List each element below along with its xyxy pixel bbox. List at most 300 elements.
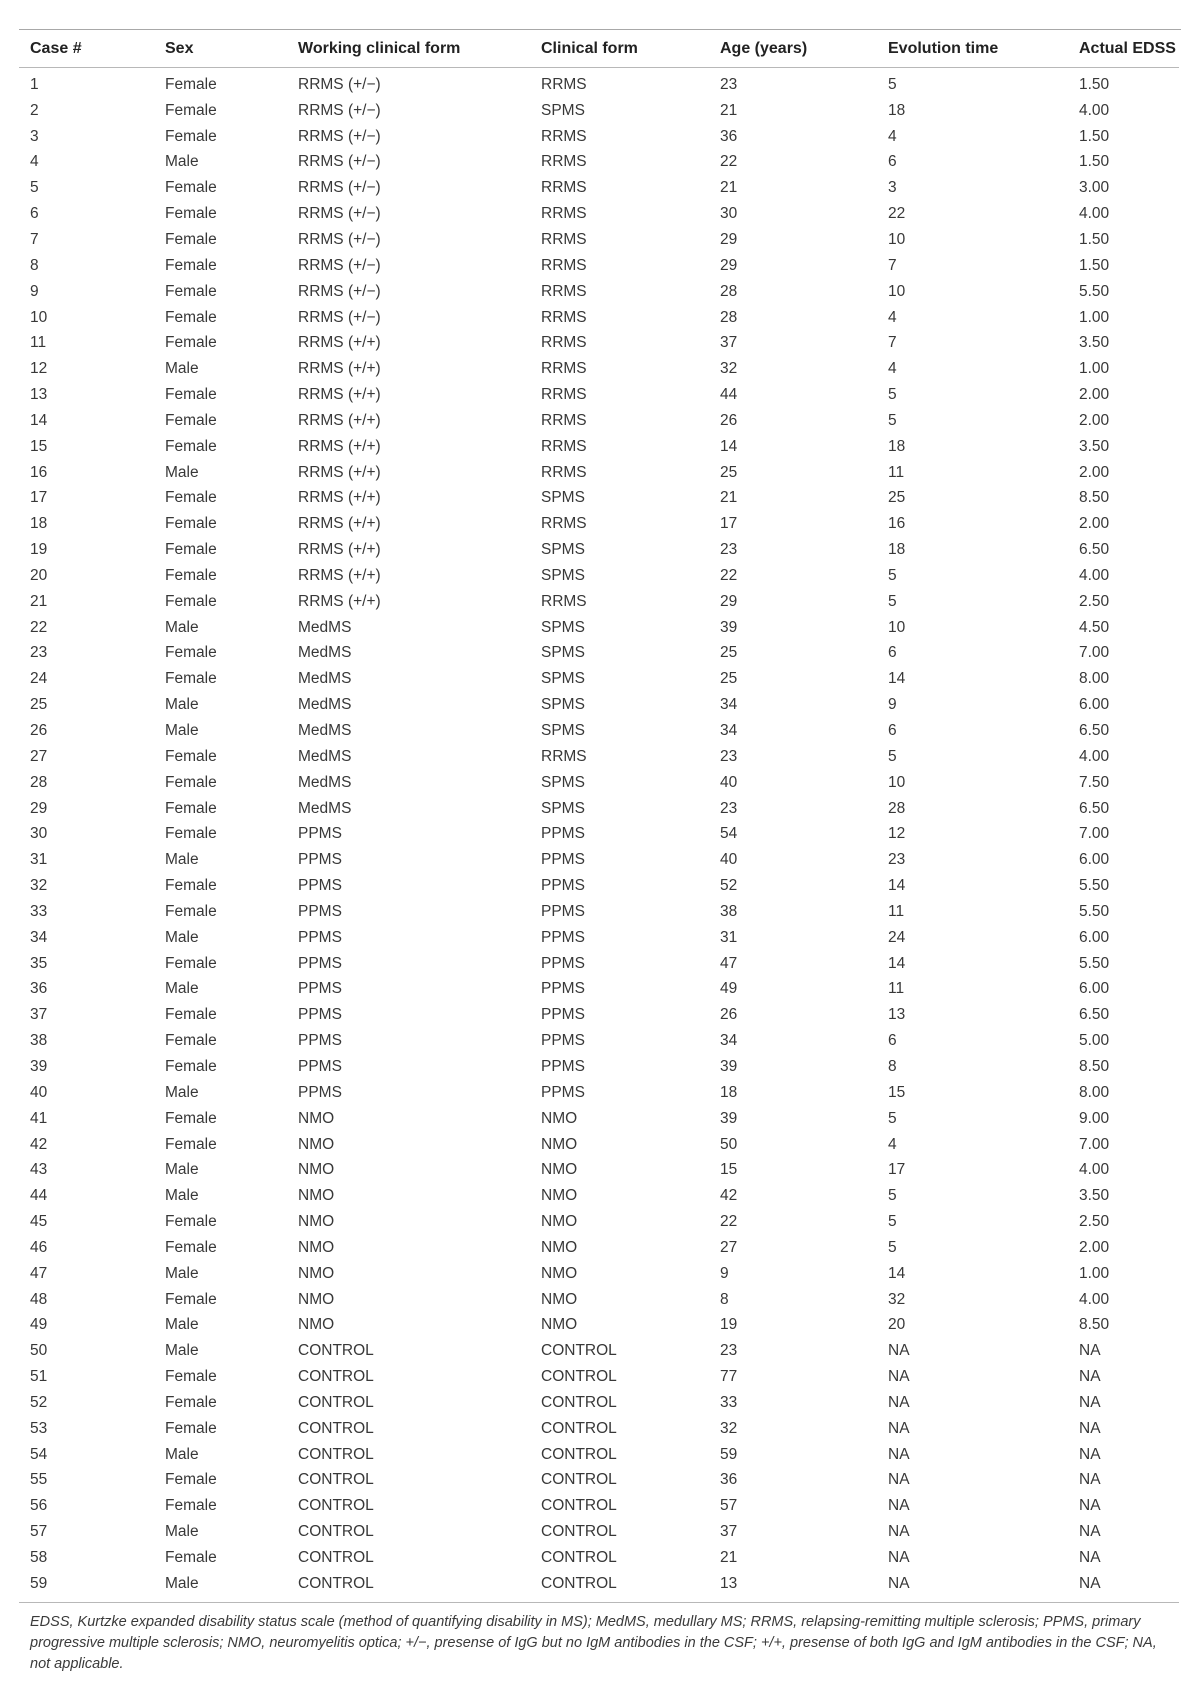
cell-clinical-form: PPMS bbox=[541, 851, 585, 869]
cell-clinical-form: RRMS bbox=[541, 308, 587, 326]
cell-clinical-form: RRMS bbox=[541, 153, 587, 171]
cell-sex: Female bbox=[165, 334, 217, 352]
cell-actual-edss: 1.00 bbox=[1079, 360, 1110, 378]
table-row bbox=[19, 899, 1179, 925]
cell-actual-edss: 8.50 bbox=[1079, 1057, 1110, 1075]
cell-sex: Female bbox=[165, 1368, 217, 1386]
cell-age: 21 bbox=[720, 1549, 738, 1567]
cell-age: 28 bbox=[720, 282, 738, 300]
cell-evolution-time: 14 bbox=[888, 1264, 906, 1282]
cell-age: 22 bbox=[720, 566, 738, 584]
cell-sex: Male bbox=[165, 1187, 199, 1205]
cell-case: 48 bbox=[30, 1290, 48, 1308]
cell-evolution-time: NA bbox=[888, 1342, 910, 1360]
cell-sex: Male bbox=[165, 928, 199, 946]
cell-age: 37 bbox=[720, 334, 738, 352]
table-footnote: EDSS, Kurtzke expanded disability status scale (method of quantifying disability in MS); MedMS, medullary MS; RRMS, relapsing-remitting multiple sclerosis; PPMS, primary progressive multiple sclerosis; NMO, neuromyelitis optica; +/−, presense of IgG but no IgM antibodies in the CSF; +/+, presense of both IgG and IgM antibodies in the CSF; NA, not applicable. bbox=[30, 1613, 1157, 1672]
cell-sex: Male bbox=[165, 1316, 199, 1334]
cell-working-clinical-form: PPMS bbox=[298, 1083, 342, 1101]
cell-evolution-time: 3 bbox=[888, 179, 897, 197]
cell-age: 77 bbox=[720, 1368, 738, 1386]
cell-clinical-form: SPMS bbox=[541, 799, 585, 817]
cell-clinical-form: CONTROL bbox=[541, 1368, 617, 1386]
cell-case: 6 bbox=[30, 205, 39, 223]
cell-clinical-form: RRMS bbox=[541, 256, 587, 274]
cell-actual-edss: 2.00 bbox=[1079, 463, 1110, 481]
cell-working-clinical-form: MedMS bbox=[298, 773, 352, 791]
cell-clinical-form: SPMS bbox=[541, 773, 585, 791]
cell-sex: Female bbox=[165, 799, 217, 817]
cell-working-clinical-form: RRMS (+/−) bbox=[298, 101, 381, 119]
cell-evolution-time: 10 bbox=[888, 618, 906, 636]
cell-evolution-time: NA bbox=[888, 1419, 910, 1437]
cell-sex: Female bbox=[165, 566, 217, 584]
cell-working-clinical-form: RRMS (+/−) bbox=[298, 75, 381, 93]
table-row bbox=[19, 1338, 1179, 1364]
cell-actual-edss: 3.50 bbox=[1079, 1187, 1110, 1205]
header-clinical-form: Clinical form bbox=[530, 30, 709, 68]
cell-actual-edss: 1.50 bbox=[1079, 75, 1110, 93]
cell-actual-edss: 1.50 bbox=[1079, 230, 1110, 248]
cell-sex: Male bbox=[165, 1445, 199, 1463]
cell-actual-edss: NA bbox=[1079, 1497, 1101, 1515]
table-row bbox=[19, 253, 1179, 279]
cell-evolution-time: NA bbox=[888, 1393, 910, 1411]
table-row bbox=[19, 1106, 1179, 1132]
table-row bbox=[19, 1313, 1179, 1339]
cell-case: 59 bbox=[30, 1574, 48, 1592]
cell-actual-edss: 3.50 bbox=[1079, 437, 1110, 455]
cell-actual-edss: 1.50 bbox=[1079, 153, 1110, 171]
table-row bbox=[19, 356, 1179, 382]
cell-age: 23 bbox=[720, 75, 738, 93]
cell-age: 23 bbox=[720, 799, 738, 817]
cell-actual-edss: NA bbox=[1079, 1471, 1101, 1489]
cell-working-clinical-form: PPMS bbox=[298, 1057, 342, 1075]
cell-age: 47 bbox=[720, 954, 738, 972]
cell-evolution-time: NA bbox=[888, 1497, 910, 1515]
cell-age: 17 bbox=[720, 515, 738, 533]
cell-case: 34 bbox=[30, 928, 48, 946]
cell-sex: Male bbox=[165, 618, 199, 636]
cell-working-clinical-form: MedMS bbox=[298, 696, 352, 714]
cell-working-clinical-form: NMO bbox=[298, 1290, 335, 1308]
table-row bbox=[19, 563, 1179, 589]
cell-age: 14 bbox=[720, 437, 738, 455]
cell-case: 3 bbox=[30, 127, 39, 145]
cell-case: 7 bbox=[30, 230, 39, 248]
cell-age: 39 bbox=[720, 1057, 738, 1075]
cell-actual-edss: NA bbox=[1079, 1574, 1101, 1592]
cell-evolution-time: NA bbox=[888, 1523, 910, 1541]
cell-working-clinical-form: PPMS bbox=[298, 1032, 342, 1050]
cell-actual-edss: 8.00 bbox=[1079, 1083, 1110, 1101]
table-row bbox=[19, 1261, 1179, 1287]
cell-age: 9 bbox=[720, 1264, 729, 1282]
cell-age: 15 bbox=[720, 1161, 738, 1179]
table-row bbox=[19, 1235, 1179, 1261]
table-row bbox=[19, 589, 1179, 615]
cell-sex: Female bbox=[165, 1419, 217, 1437]
cell-clinical-form: RRMS bbox=[541, 334, 587, 352]
cell-case: 40 bbox=[30, 1083, 48, 1101]
cell-case: 38 bbox=[30, 1032, 48, 1050]
cell-evolution-time: 4 bbox=[888, 127, 897, 145]
table-row bbox=[19, 434, 1179, 460]
cell-sex: Female bbox=[165, 1032, 217, 1050]
cell-age: 31 bbox=[720, 928, 738, 946]
cell-evolution-time: 7 bbox=[888, 256, 897, 274]
cell-case: 46 bbox=[30, 1238, 48, 1256]
cell-evolution-time: 25 bbox=[888, 489, 906, 507]
cell-actual-edss: 4.50 bbox=[1079, 618, 1110, 636]
cell-evolution-time: 5 bbox=[888, 1109, 897, 1127]
cell-actual-edss: 4.00 bbox=[1079, 1290, 1110, 1308]
cell-working-clinical-form: NMO bbox=[298, 1238, 335, 1256]
cell-sex: Male bbox=[165, 1264, 199, 1282]
cell-case: 23 bbox=[30, 644, 48, 662]
cell-clinical-form: SPMS bbox=[541, 644, 585, 662]
table-row bbox=[19, 666, 1179, 692]
cell-clinical-form: RRMS bbox=[541, 230, 587, 248]
cell-case: 32 bbox=[30, 877, 48, 895]
cell-case: 49 bbox=[30, 1316, 48, 1334]
cell-evolution-time: 5 bbox=[888, 75, 897, 93]
cell-age: 29 bbox=[720, 230, 738, 248]
cell-sex: Female bbox=[165, 1238, 217, 1256]
cell-actual-edss: 2.50 bbox=[1079, 1213, 1110, 1231]
cell-age: 22 bbox=[720, 1213, 738, 1231]
cell-actual-edss: 4.00 bbox=[1079, 566, 1110, 584]
cell-case: 41 bbox=[30, 1109, 48, 1127]
cell-age: 40 bbox=[720, 851, 738, 869]
cell-age: 57 bbox=[720, 1497, 738, 1515]
cell-evolution-time: NA bbox=[888, 1471, 910, 1489]
cell-age: 29 bbox=[720, 592, 738, 610]
table-row bbox=[19, 382, 1179, 408]
cell-actual-edss: 5.00 bbox=[1079, 1032, 1110, 1050]
cell-working-clinical-form: CONTROL bbox=[298, 1471, 374, 1489]
cell-sex: Female bbox=[165, 1471, 217, 1489]
cell-case: 22 bbox=[30, 618, 48, 636]
cell-clinical-form: NMO bbox=[541, 1238, 578, 1256]
cell-clinical-form: RRMS bbox=[541, 592, 587, 610]
cell-actual-edss: 8.50 bbox=[1079, 1316, 1110, 1334]
header-actual-edss: Actual EDSS bbox=[1068, 30, 1179, 68]
table-row bbox=[19, 1209, 1179, 1235]
cell-actual-edss: NA bbox=[1079, 1523, 1101, 1541]
cell-clinical-form: CONTROL bbox=[541, 1445, 617, 1463]
cell-clinical-form: CONTROL bbox=[541, 1574, 617, 1592]
cell-evolution-time: 16 bbox=[888, 515, 906, 533]
table-row bbox=[19, 1416, 1179, 1442]
header-row bbox=[19, 30, 1179, 68]
cell-clinical-form: PPMS bbox=[541, 1032, 585, 1050]
cell-actual-edss: 9.00 bbox=[1079, 1109, 1110, 1127]
cell-sex: Female bbox=[165, 489, 217, 507]
cell-case: 37 bbox=[30, 1006, 48, 1024]
cell-clinical-form: NMO bbox=[541, 1161, 578, 1179]
cell-clinical-form: CONTROL bbox=[541, 1342, 617, 1360]
cell-sex: Male bbox=[165, 1523, 199, 1541]
cell-evolution-time: 10 bbox=[888, 773, 906, 791]
cell-actual-edss: 6.50 bbox=[1079, 722, 1110, 740]
cell-evolution-time: NA bbox=[888, 1549, 910, 1567]
table-row bbox=[19, 486, 1179, 512]
cell-case: 5 bbox=[30, 179, 39, 197]
cell-actual-edss: 6.00 bbox=[1079, 928, 1110, 946]
cell-clinical-form: CONTROL bbox=[541, 1497, 617, 1515]
cell-working-clinical-form: MedMS bbox=[298, 644, 352, 662]
cell-age: 30 bbox=[720, 205, 738, 223]
cell-sex: Female bbox=[165, 1213, 217, 1231]
cell-sex: Female bbox=[165, 1135, 217, 1153]
cell-sex: Female bbox=[165, 205, 217, 223]
cell-clinical-form: RRMS bbox=[541, 747, 587, 765]
cell-actual-edss: NA bbox=[1079, 1445, 1101, 1463]
cell-age: 22 bbox=[720, 153, 738, 171]
table-row bbox=[19, 1002, 1179, 1028]
cell-sex: Female bbox=[165, 773, 217, 791]
cell-age: 39 bbox=[720, 618, 738, 636]
cell-clinical-form: RRMS bbox=[541, 179, 587, 197]
cell-case: 50 bbox=[30, 1342, 48, 1360]
cell-evolution-time: 24 bbox=[888, 928, 906, 946]
cell-evolution-time: 5 bbox=[888, 1213, 897, 1231]
table-row bbox=[19, 821, 1179, 847]
cell-clinical-form: RRMS bbox=[541, 360, 587, 378]
cell-age: 23 bbox=[720, 747, 738, 765]
cell-evolution-time: 32 bbox=[888, 1290, 906, 1308]
cell-clinical-form: PPMS bbox=[541, 877, 585, 895]
cell-evolution-time: 13 bbox=[888, 1006, 906, 1024]
cell-working-clinical-form: RRMS (+/+) bbox=[298, 541, 381, 559]
cell-actual-edss: 8.00 bbox=[1079, 670, 1110, 688]
cell-working-clinical-form: RRMS (+/−) bbox=[298, 179, 381, 197]
cell-sex: Male bbox=[165, 722, 199, 740]
cell-case: 18 bbox=[30, 515, 48, 533]
cell-case: 11 bbox=[30, 334, 47, 352]
table-header bbox=[19, 30, 1179, 68]
table-row bbox=[19, 537, 1179, 563]
cell-age: 33 bbox=[720, 1393, 738, 1411]
cell-case: 20 bbox=[30, 566, 48, 584]
table-row bbox=[19, 330, 1179, 356]
cell-age: 13 bbox=[720, 1574, 738, 1592]
cell-working-clinical-form: RRMS (+/+) bbox=[298, 489, 381, 507]
cell-clinical-form: RRMS bbox=[541, 437, 587, 455]
cell-case: 10 bbox=[30, 308, 48, 326]
cell-case: 36 bbox=[30, 980, 48, 998]
cell-working-clinical-form: RRMS (+/+) bbox=[298, 566, 381, 584]
cell-working-clinical-form: CONTROL bbox=[298, 1523, 374, 1541]
cell-age: 54 bbox=[720, 825, 738, 843]
table-row bbox=[19, 1364, 1179, 1390]
cell-sex: Male bbox=[165, 1161, 199, 1179]
table-row bbox=[19, 150, 1179, 176]
cell-working-clinical-form: NMO bbox=[298, 1161, 335, 1179]
cell-working-clinical-form: PPMS bbox=[298, 825, 342, 843]
cell-sex: Male bbox=[165, 696, 199, 714]
cell-age: 28 bbox=[720, 308, 738, 326]
cell-age: 34 bbox=[720, 696, 738, 714]
cell-actual-edss: 8.50 bbox=[1079, 489, 1110, 507]
table-row bbox=[19, 951, 1179, 977]
cell-sex: Female bbox=[165, 954, 217, 972]
cell-evolution-time: 7 bbox=[888, 334, 897, 352]
cell-working-clinical-form: RRMS (+/+) bbox=[298, 463, 381, 481]
cell-actual-edss: 4.00 bbox=[1079, 747, 1110, 765]
cell-working-clinical-form: PPMS bbox=[298, 928, 342, 946]
cell-age: 21 bbox=[720, 179, 738, 197]
table-row bbox=[19, 124, 1179, 150]
cell-age: 38 bbox=[720, 902, 738, 920]
cell-case: 12 bbox=[30, 360, 48, 378]
cell-clinical-form: RRMS bbox=[541, 515, 587, 533]
cell-sex: Female bbox=[165, 877, 217, 895]
cell-working-clinical-form: RRMS (+/−) bbox=[298, 230, 381, 248]
table-row bbox=[19, 1493, 1179, 1519]
cell-sex: Female bbox=[165, 1290, 217, 1308]
cell-sex: Male bbox=[165, 1574, 199, 1592]
cell-evolution-time: 5 bbox=[888, 411, 897, 429]
cell-clinical-form: RRMS bbox=[541, 386, 587, 404]
cell-clinical-form: NMO bbox=[541, 1213, 578, 1231]
cell-case: 4 bbox=[30, 153, 39, 171]
table-row bbox=[19, 796, 1179, 822]
table-row bbox=[19, 1571, 1179, 1597]
cell-sex: Male bbox=[165, 1342, 199, 1360]
cell-clinical-form: SPMS bbox=[541, 541, 585, 559]
cell-evolution-time: 20 bbox=[888, 1316, 906, 1334]
cell-working-clinical-form: CONTROL bbox=[298, 1419, 374, 1437]
cell-case: 16 bbox=[30, 463, 48, 481]
cell-working-clinical-form: CONTROL bbox=[298, 1497, 374, 1515]
cell-case: 39 bbox=[30, 1057, 48, 1075]
cell-age: 18 bbox=[720, 1083, 738, 1101]
cell-evolution-time: 9 bbox=[888, 696, 897, 714]
cell-actual-edss: NA bbox=[1079, 1419, 1101, 1437]
cell-sex: Female bbox=[165, 411, 217, 429]
cell-clinical-form: RRMS bbox=[541, 463, 587, 481]
cell-working-clinical-form: RRMS (+/+) bbox=[298, 334, 381, 352]
cell-age: 44 bbox=[720, 386, 738, 404]
cell-evolution-time: 5 bbox=[888, 566, 897, 584]
cell-case: 26 bbox=[30, 722, 48, 740]
cell-working-clinical-form: RRMS (+/−) bbox=[298, 205, 381, 223]
cell-actual-edss: 2.00 bbox=[1079, 1238, 1110, 1256]
cell-evolution-time: 17 bbox=[888, 1161, 906, 1179]
cell-evolution-time: 12 bbox=[888, 825, 906, 843]
cell-clinical-form: CONTROL bbox=[541, 1523, 617, 1541]
cell-sex: Female bbox=[165, 127, 217, 145]
cell-evolution-time: 28 bbox=[888, 799, 906, 817]
cell-actual-edss: 3.00 bbox=[1079, 179, 1110, 197]
cell-working-clinical-form: MedMS bbox=[298, 722, 352, 740]
cell-clinical-form: NMO bbox=[541, 1316, 578, 1334]
cell-working-clinical-form: NMO bbox=[298, 1135, 335, 1153]
cell-clinical-form: RRMS bbox=[541, 205, 587, 223]
table-row bbox=[19, 98, 1179, 124]
cell-clinical-form: PPMS bbox=[541, 1057, 585, 1075]
cell-actual-edss: 6.50 bbox=[1079, 799, 1110, 817]
cell-actual-edss: 4.00 bbox=[1079, 205, 1110, 223]
cell-case: 31 bbox=[30, 851, 48, 869]
cell-working-clinical-form: NMO bbox=[298, 1316, 335, 1334]
cell-case: 13 bbox=[30, 386, 48, 404]
cell-clinical-form: PPMS bbox=[541, 1083, 585, 1101]
cell-sex: Female bbox=[165, 1057, 217, 1075]
cell-actual-edss: 1.50 bbox=[1079, 127, 1110, 145]
cell-evolution-time: 14 bbox=[888, 954, 906, 972]
cell-evolution-time: 6 bbox=[888, 1032, 897, 1050]
cell-actual-edss: 2.00 bbox=[1079, 515, 1110, 533]
cell-case: 43 bbox=[30, 1161, 48, 1179]
cell-age: 39 bbox=[720, 1109, 738, 1127]
cell-clinical-form: NMO bbox=[541, 1264, 578, 1282]
cell-evolution-time: 10 bbox=[888, 282, 906, 300]
cell-evolution-time: 15 bbox=[888, 1083, 906, 1101]
cell-case: 56 bbox=[30, 1497, 48, 1515]
cell-working-clinical-form: RRMS (+/+) bbox=[298, 592, 381, 610]
cell-working-clinical-form: RRMS (+/−) bbox=[298, 308, 381, 326]
cell-actual-edss: 6.00 bbox=[1079, 980, 1110, 998]
cell-age: 8 bbox=[720, 1290, 729, 1308]
table-row bbox=[19, 1442, 1179, 1468]
cell-age: 59 bbox=[720, 1445, 738, 1463]
cell-evolution-time: 5 bbox=[888, 386, 897, 404]
cell-actual-edss: 5.50 bbox=[1079, 902, 1110, 920]
cell-age: 34 bbox=[720, 722, 738, 740]
cell-clinical-form: CONTROL bbox=[541, 1419, 617, 1437]
table-row bbox=[19, 847, 1179, 873]
table-row bbox=[19, 68, 1179, 98]
cell-actual-edss: 5.50 bbox=[1079, 282, 1110, 300]
cell-evolution-time: 5 bbox=[888, 592, 897, 610]
cell-case: 42 bbox=[30, 1135, 48, 1153]
cell-evolution-time: 18 bbox=[888, 101, 906, 119]
cell-working-clinical-form: RRMS (+/−) bbox=[298, 153, 381, 171]
cell-evolution-time: 11 bbox=[888, 902, 905, 920]
cell-sex: Female bbox=[165, 437, 217, 455]
cell-working-clinical-form: CONTROL bbox=[298, 1549, 374, 1567]
cell-working-clinical-form: NMO bbox=[298, 1213, 335, 1231]
cell-age: 34 bbox=[720, 1032, 738, 1050]
cell-actual-edss: 6.50 bbox=[1079, 1006, 1110, 1024]
cell-actual-edss: NA bbox=[1079, 1368, 1101, 1386]
cell-clinical-form: NMO bbox=[541, 1187, 578, 1205]
cell-evolution-time: 8 bbox=[888, 1057, 897, 1075]
cell-working-clinical-form: NMO bbox=[298, 1109, 335, 1127]
cell-sex: Male bbox=[165, 153, 199, 171]
cell-sex: Female bbox=[165, 644, 217, 662]
cell-sex: Female bbox=[165, 230, 217, 248]
cell-age: 36 bbox=[720, 127, 738, 145]
table-row bbox=[19, 744, 1179, 770]
cell-evolution-time: NA bbox=[888, 1574, 910, 1592]
cell-age: 21 bbox=[720, 101, 738, 119]
table-row bbox=[19, 1390, 1179, 1416]
table-row bbox=[19, 511, 1179, 537]
cell-clinical-form: SPMS bbox=[541, 618, 585, 636]
cell-actual-edss: 4.00 bbox=[1079, 101, 1110, 119]
table-row bbox=[19, 201, 1179, 227]
cell-sex: Female bbox=[165, 1109, 217, 1127]
cell-case: 25 bbox=[30, 696, 48, 714]
cell-case: 19 bbox=[30, 541, 48, 559]
cell-age: 23 bbox=[720, 541, 738, 559]
cell-clinical-form: CONTROL bbox=[541, 1549, 617, 1567]
